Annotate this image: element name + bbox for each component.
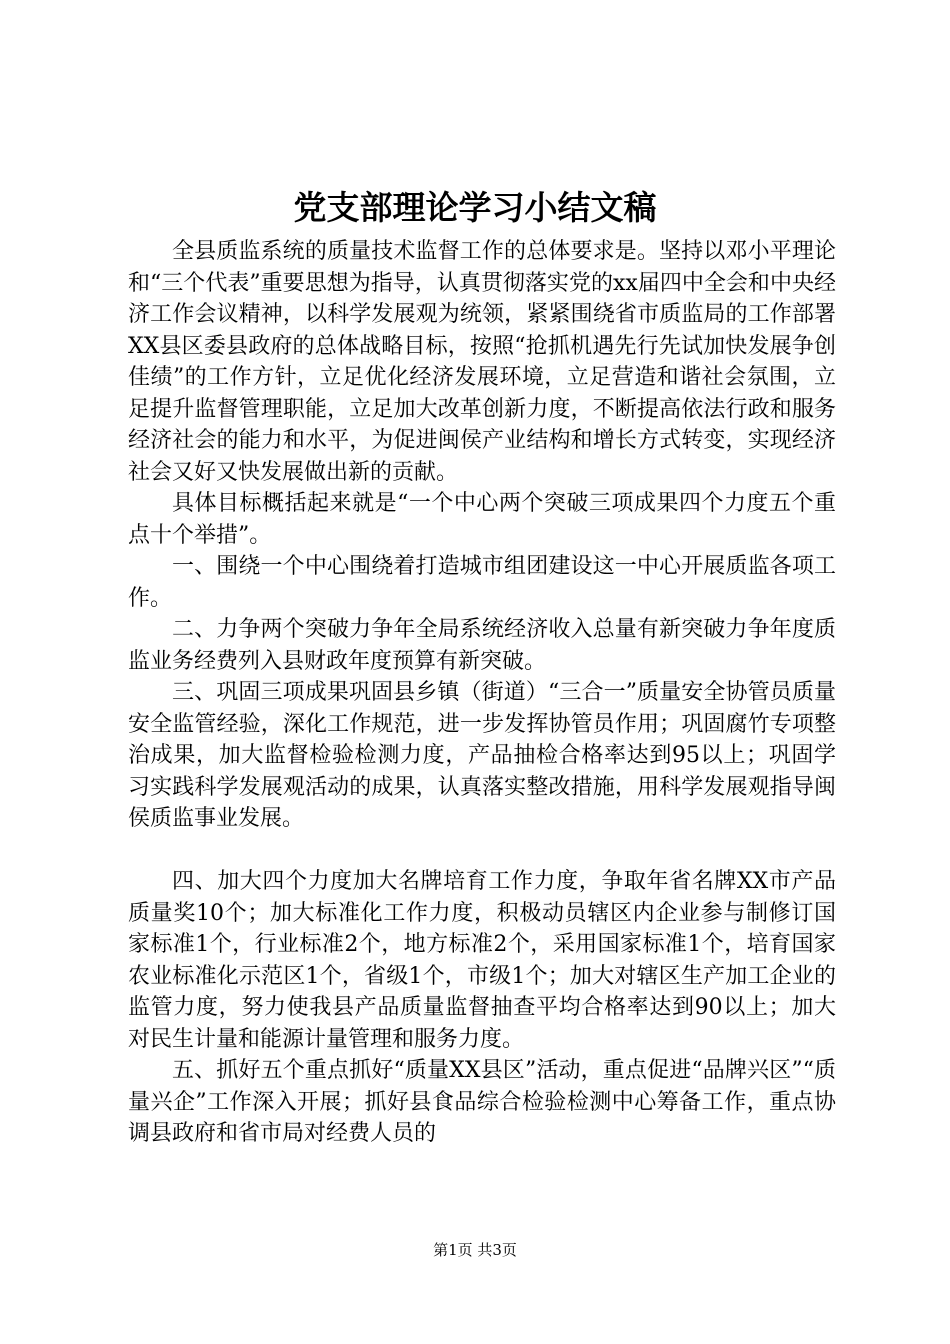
paragraph-item-one: 一、围绕一个中心围绕着打造城市组团建设这一中心开展质监各项工作。 [128, 554, 836, 611]
paragraph-overall-requirements: 全县质监系统的质量技术监督工作的总体要求是。坚持以邓小平理论和“三个代表”重要思想为指导，认真贯彻落实党的xx届四中全会和中央经济工作会议精神，以科学发展观为统领，紧紧围绕省市质监局的工作部署XX县区委县政府的总体战略目标，按照“抢抓机遇先行先试加快发展争创佳绩”的工作方针，立足优化经济发展环境，立足营造和谐社会氛围，立足提升监督管理职能，立足加大改革创新力度，不断提高依法行政和服务经济社会的能力和水平，为促进闽侯产业结构和增长方式转变，实现经济社会又好又快发展做出新的贡献。 [128, 239, 836, 485]
paragraph-item-three: 三、巩固三项成果巩固县乡镇（街道）“三合一”质量安全协管员质量安全监管经验，深化工作规范，进一步发挥协管员作用；巩固腐竹专项整治成果，加大监督检验检测力度，产品抽检合格率达到95以上；巩固学习实践科学发展观活动的成果，认真落实整改措施，用科学发展观指导闽侯质监事业发展。 [128, 680, 836, 831]
document-body [128, 236, 836, 1150]
paragraph-item-five: 五、抓好五个重点抓好“质量XX县区”活动，重点促进“品牌兴区”“质量兴企”工作深入开展；抓好县食品综合检验检测中心筹备工作，重点协调县政府和省市局对经费人员的 [128, 1058, 836, 1146]
paragraph-specific-goals: 具体目标概括起来就是“一个中心两个突破三项成果四个力度五个重点十个举措”。 [128, 491, 836, 548]
paragraph-item-four: 四、加大四个力度加大名牌培育工作力度，争取年省名牌XX市产品质量奖10个；加大标准化工作力度，积极动员辖区内企业参与制修订国家标准1个，行业标准2个，地方标准2个，采用国家标准1个，培育国家农业标准化示范区1个，省级1个，市级1个；加大对辖区生产加工企业的监管力度，努力使我县产品质量监督抽查平均合格率达到90以上；加大对民生计量和能源计量管理和服务力度。 [128, 869, 836, 1052]
document-title: 党支部理论学习小结文稿 [293, 188, 657, 227]
page-number-footer: 第1页 共3页 [433, 1241, 517, 1259]
paragraph-item-two: 二、力争两个突破力争年全局系统经济收入总量有新突破力争年度质监业务经费列入县财政年度预算有新突破。 [128, 617, 836, 674]
